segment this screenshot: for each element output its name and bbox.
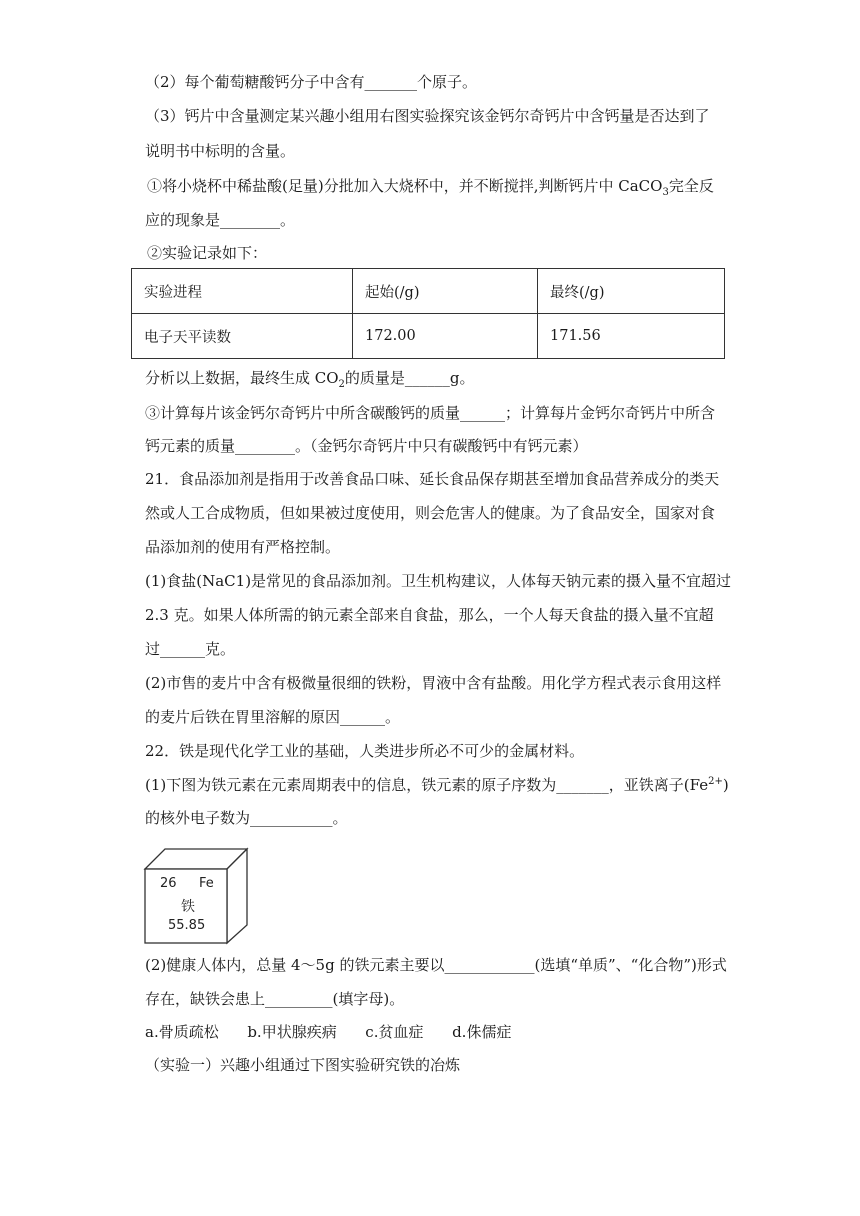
table-cell: 171.56 bbox=[538, 314, 725, 359]
table-row bbox=[132, 269, 725, 314]
line-options: a.骨质疏松 b.甲状腺疾病 c.贫血症 d.侏儒症 bbox=[145, 1023, 512, 1041]
table-header-cell: 最终(/g) bbox=[538, 269, 725, 314]
line-step1 bbox=[147, 176, 714, 196]
line-q22-1 bbox=[145, 775, 729, 795]
step1-text-a: ①将小烧杯中稀盐酸(足量)分批加入大烧杯中，并不断搅拌,判断钙片中 CaCO bbox=[147, 177, 663, 195]
line-q3-cont: 说明书中标明的含量。 bbox=[145, 142, 296, 160]
line-q22: 22．铁是现代化学工业的基础，人类进步所必不可少的金属材料。 bbox=[145, 742, 585, 760]
line-q21-1-cont: 2.3 克。如果人体所需的钠元素全部来自食盐，那么，一个人每天食盐的摄入量不宜超 bbox=[145, 606, 714, 624]
atomic-mass: 55.85 bbox=[168, 918, 206, 933]
element-name: 铁 bbox=[181, 899, 195, 915]
line-step2: ②实验记录如下： bbox=[147, 244, 268, 262]
experiment-record-table bbox=[131, 268, 725, 359]
line-analysis bbox=[145, 368, 475, 388]
table-cell: 172.00 bbox=[353, 314, 538, 359]
q22-1-text-b: ) bbox=[722, 776, 729, 794]
line-q3: （3）钙片中含量测定某兴趣小组用右图实验探究该金钙尔奇钙片中含钙量是否达到了 bbox=[145, 107, 710, 125]
line-q22-2-cont: 存在，缺铁会患上_________(填字母)。 bbox=[145, 990, 405, 1008]
line-q21-2-cont: 的麦片后铁在胃里溶解的原因______。 bbox=[145, 708, 401, 726]
line-q22-2: (2)健康人体内，总量 4～5g 的铁元素主要以____________(选填“单质”、“化合物”)形式 bbox=[145, 956, 727, 974]
table-header-cell: 起始(/g) bbox=[353, 269, 538, 314]
line-q21-cont1: 然或人工合成物质，但如果被过度使用，则会危害人的健康。为了食品安全，国家对食 bbox=[145, 504, 716, 522]
line-q21-2: (2)市售的麦片中含有极微量很细的铁粉，胃液中含有盐酸。用化学方程式表示食用这样 bbox=[145, 674, 722, 692]
fe-charge-superscript: 2+ bbox=[708, 776, 723, 787]
atomic-number: 26 bbox=[160, 876, 177, 891]
co2-subscript: 2 bbox=[338, 379, 345, 390]
step1-text-b: 完全反 bbox=[668, 177, 714, 195]
line-experiment1: （实验一）兴趣小组通过下图实验研究铁的冶炼 bbox=[145, 1056, 461, 1074]
caco3-subscript: 3 bbox=[662, 187, 669, 198]
line-q2: （2）每个葡萄糖酸钙分子中含有_______个原子。 bbox=[145, 73, 478, 91]
analysis-text-a: 分析以上数据，最终生成 CO bbox=[145, 369, 339, 387]
q22-1-text-a: (1)下图为铁元素在元素周期表中的信息，铁元素的原子序数为_______，亚铁离子(Fe bbox=[145, 776, 709, 794]
table-row bbox=[132, 314, 725, 359]
line-step3-cont: 钙元素的质量________。（金钙尔奇钙片中只有碳酸钙中有钙元素） bbox=[145, 437, 588, 455]
table-header-cell: 实验进程 bbox=[132, 269, 353, 314]
analysis-text-b: 的质量是______g。 bbox=[344, 369, 475, 387]
line-q21-1-cont2: 过______克。 bbox=[145, 640, 236, 658]
line-q22-1-cont: 的核外电子数为___________。 bbox=[145, 809, 348, 827]
element-symbol: Fe bbox=[199, 876, 214, 891]
line-step1-cont: 应的现象是________。 bbox=[145, 211, 296, 229]
line-q21-cont2: 品添加剂的使用有严格控制。 bbox=[145, 538, 341, 556]
iron-element-card bbox=[143, 845, 253, 945]
table-cell: 电子天平读数 bbox=[132, 314, 353, 359]
line-q21-1: (1)食盐(NaC1)是常见的食品添加剂。卫生机构建议，人体每天钠元素的摄入量不宜超过 bbox=[145, 572, 732, 590]
line-step3: ③计算每片该金钙尔奇钙片中所含碳酸钙的质量______；计算每片金钙尔奇钙片中所含 bbox=[145, 404, 716, 422]
line-q21: 21．食品添加剂是指用于改善食品口味、延长食品保存期甚至增加食品营养成分的类天 bbox=[145, 470, 720, 488]
